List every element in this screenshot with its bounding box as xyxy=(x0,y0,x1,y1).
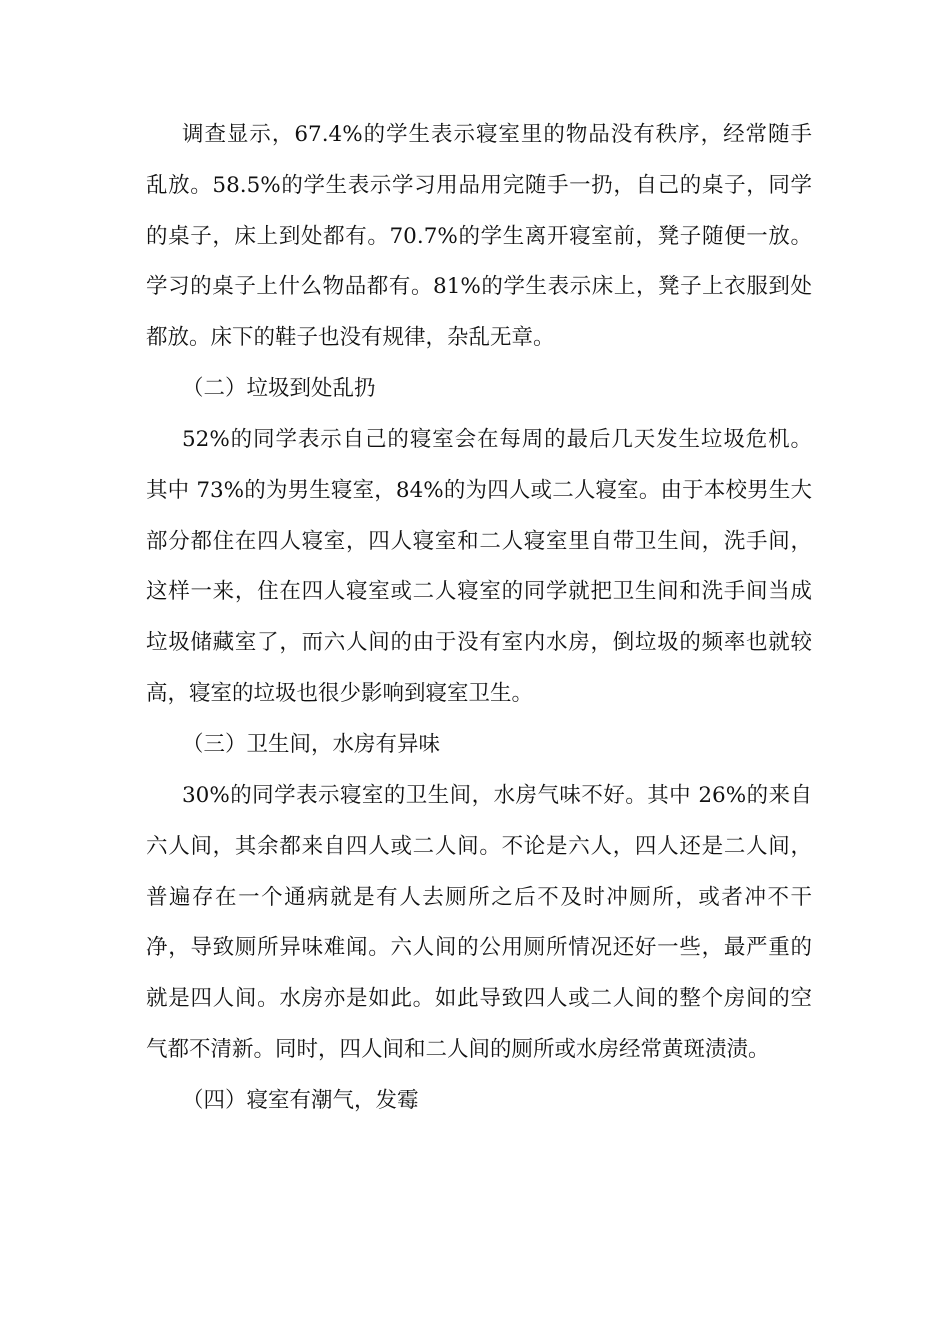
paragraph-line: 其中 73%的为男生寝室，84%的为四人或二人寝室。由于本校男生大 xyxy=(146,477,812,503)
paragraph-line: 垃圾储藏室了，而六人间的由于没有室内水房，倒垃圾的频率也就较 xyxy=(146,630,812,656)
paragraph-odor xyxy=(146,771,812,1076)
paragraph-line: 气都不清新。同时，四人间和二人间的厕所或水房经常黄斑渍渍。 xyxy=(146,1036,770,1062)
paragraph-line: 的桌子，床上到处都有。70.7%的学生离开寝室前，凳子随便一放。 xyxy=(146,223,812,249)
paragraph-dorm-disorder xyxy=(146,110,812,364)
paragraph-line: 学习的桌子上什么物品都有。81%的学生表示床上，凳子上衣服到处 xyxy=(146,274,812,300)
section-heading-moisture: （四）寝室有潮气，发霉 xyxy=(182,1088,419,1113)
paragraph-line: 净，导致厕所异味难闻。六人间的公用厕所情况还好一些，最严重的 xyxy=(146,935,812,961)
paragraph-line: 都放。床下的鞋子也没有规律，杂乱无章。 xyxy=(146,325,555,351)
paragraph-line: 52%的同学表示自己的寝室会在每周的最后几天发生垃圾危机。 xyxy=(182,427,812,452)
paragraph-line: 乱放。58.5%的学生表示学习用品用完随手一扔，自己的桌子，同学 xyxy=(146,172,812,198)
section-heading-garbage: （二）垃圾到处乱扔 xyxy=(182,376,376,401)
paragraph-line: 调查显示，67.4%的学生表示寝室里的物品没有秩序，经常随手 xyxy=(182,122,812,147)
paragraph-line: 部分都住在四人寝室，四人寝室和二人寝室里自带卫生间，洗手间， xyxy=(146,528,812,554)
paragraph-line: 就是四人间。水房亦是如此。如此导致四人或二人间的整个房间的空 xyxy=(146,986,812,1012)
paragraph-line: 高，寝室的垃圾也很少影响到寝室卫生。 xyxy=(146,680,534,706)
paragraph-line: 六人间，其余都来自四人或二人间。不论是六人，四人还是二人间， xyxy=(146,833,812,859)
paragraph-line: 30%的同学表示寝室的卫生间，水房气味不好。其中 26%的来自 xyxy=(182,783,812,808)
paragraph-line: 这样一来，住在四人寝室或二人寝室的同学就把卫生间和洗手间当成 xyxy=(146,579,812,605)
paragraph-garbage xyxy=(146,415,812,720)
paragraph-line: 普遍存在一个通病就是有人去厕所之后不及时冲厕所，或者冲不干 xyxy=(146,884,812,910)
section-heading-odor: （三）卫生间，水房有异味 xyxy=(182,732,441,757)
